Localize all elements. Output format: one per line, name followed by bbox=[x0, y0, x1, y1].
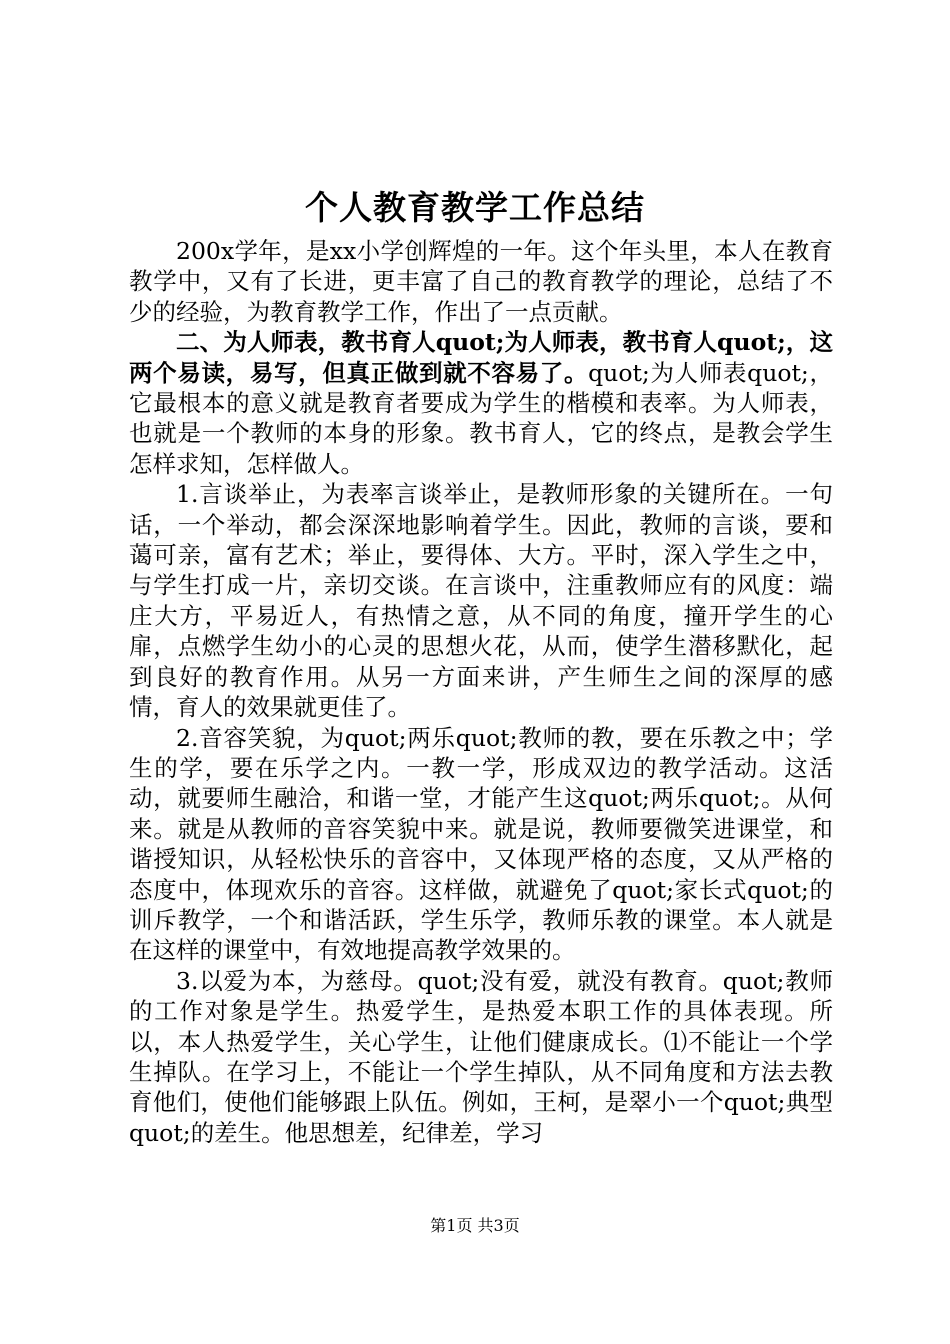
section-heading: 二、为人师表，教书育人quot;为人师表，教书育人quot;，这两个易读，易写，但真正做到就不容易了。 bbox=[129, 328, 833, 387]
paragraph-intro bbox=[129, 236, 833, 327]
document-title: 个人教育教学工作总结 bbox=[305, 188, 645, 227]
paragraph-item-3 bbox=[129, 966, 833, 1148]
paragraph-text: 2.音容笑貌，为quot;两乐quot;教师的教，要在乐教之中；学生的学，要在乐学之内。一教一学，形成双边的教学活动。这活动，就要师生融洽，和谐一堂，才能产生这quot;两乐quot;。从何来。就是从教师的音容笑貌中来。就是说，教师要微笑进课堂，和谐授知识，从轻松快乐的音容中，又体现严格的态度，又从严格的态度中，体现欢乐的音容。这样做，就避免了quot;家长式quot;的训斥教学，一个和谐活跃，学生乐学，教师乐教的课堂。本人就是在这样的课堂中，有效地提高教学效果的。 bbox=[129, 723, 833, 965]
paragraph-text: quot;为人师表quot;，它最根本的意义就是教育者要成为学生的楷模和表率。为人师表，也就是一个教师的本身的形象。教书育人，它的终点，是教会学生怎样求知，怎样做人。 bbox=[129, 358, 834, 478]
paragraph-text: 3.以爱为本，为慈母。quot;没有爱，就没有教育。quot;教师的工作对象是学生。热爱学生，是热爱本职工作的具体表现。所以，本人热爱学生，关心学生，让他们健康成长。⑴不能让一个学生掉队。在学习上，不能让一个学生掉队，从不同角度和方法去教育他们，使他们能够跟上队伍。例如，王柯，是翠小一个quot;典型quot;的差生。他思想差，纪律差，学习 bbox=[129, 966, 833, 1147]
document-body bbox=[129, 236, 833, 1148]
paragraph-item-2 bbox=[129, 723, 833, 966]
paragraph-text: 200x学年，是xx小学创辉煌的一年。这个年头里，本人在教育教学中，又有了长进，更丰富了自己的教育教学的理论，总结了不少的经验，为教育教学工作，作出了一点贡献。 bbox=[129, 237, 833, 326]
paragraph-section-two bbox=[129, 327, 833, 479]
paragraph-item-1 bbox=[129, 479, 833, 722]
page-footer: 第1页 共3页 bbox=[430, 1216, 520, 1235]
paragraph-text: 1.言谈举止，为表率言谈举止，是教师形象的关键所在。一句话，一个举动，都会深深地影响着学生。因此，教师的言谈，要和蔼可亲，富有艺术；举止，要得体、大方。平时，深入学生之中，与学生打成一片，亲切交谈。在言谈中，注重教师应有的风度：端庄大方，平易近人，有热情之意，从不同的角度，撞开学生的心扉，点燃学生幼小的心灵的思想火花，从而，使学生潜移默化，起到良好的教育作用。从另一方面来讲，产生师生之间的深厚的感情，育人的效果就更佳了。 bbox=[129, 480, 833, 722]
